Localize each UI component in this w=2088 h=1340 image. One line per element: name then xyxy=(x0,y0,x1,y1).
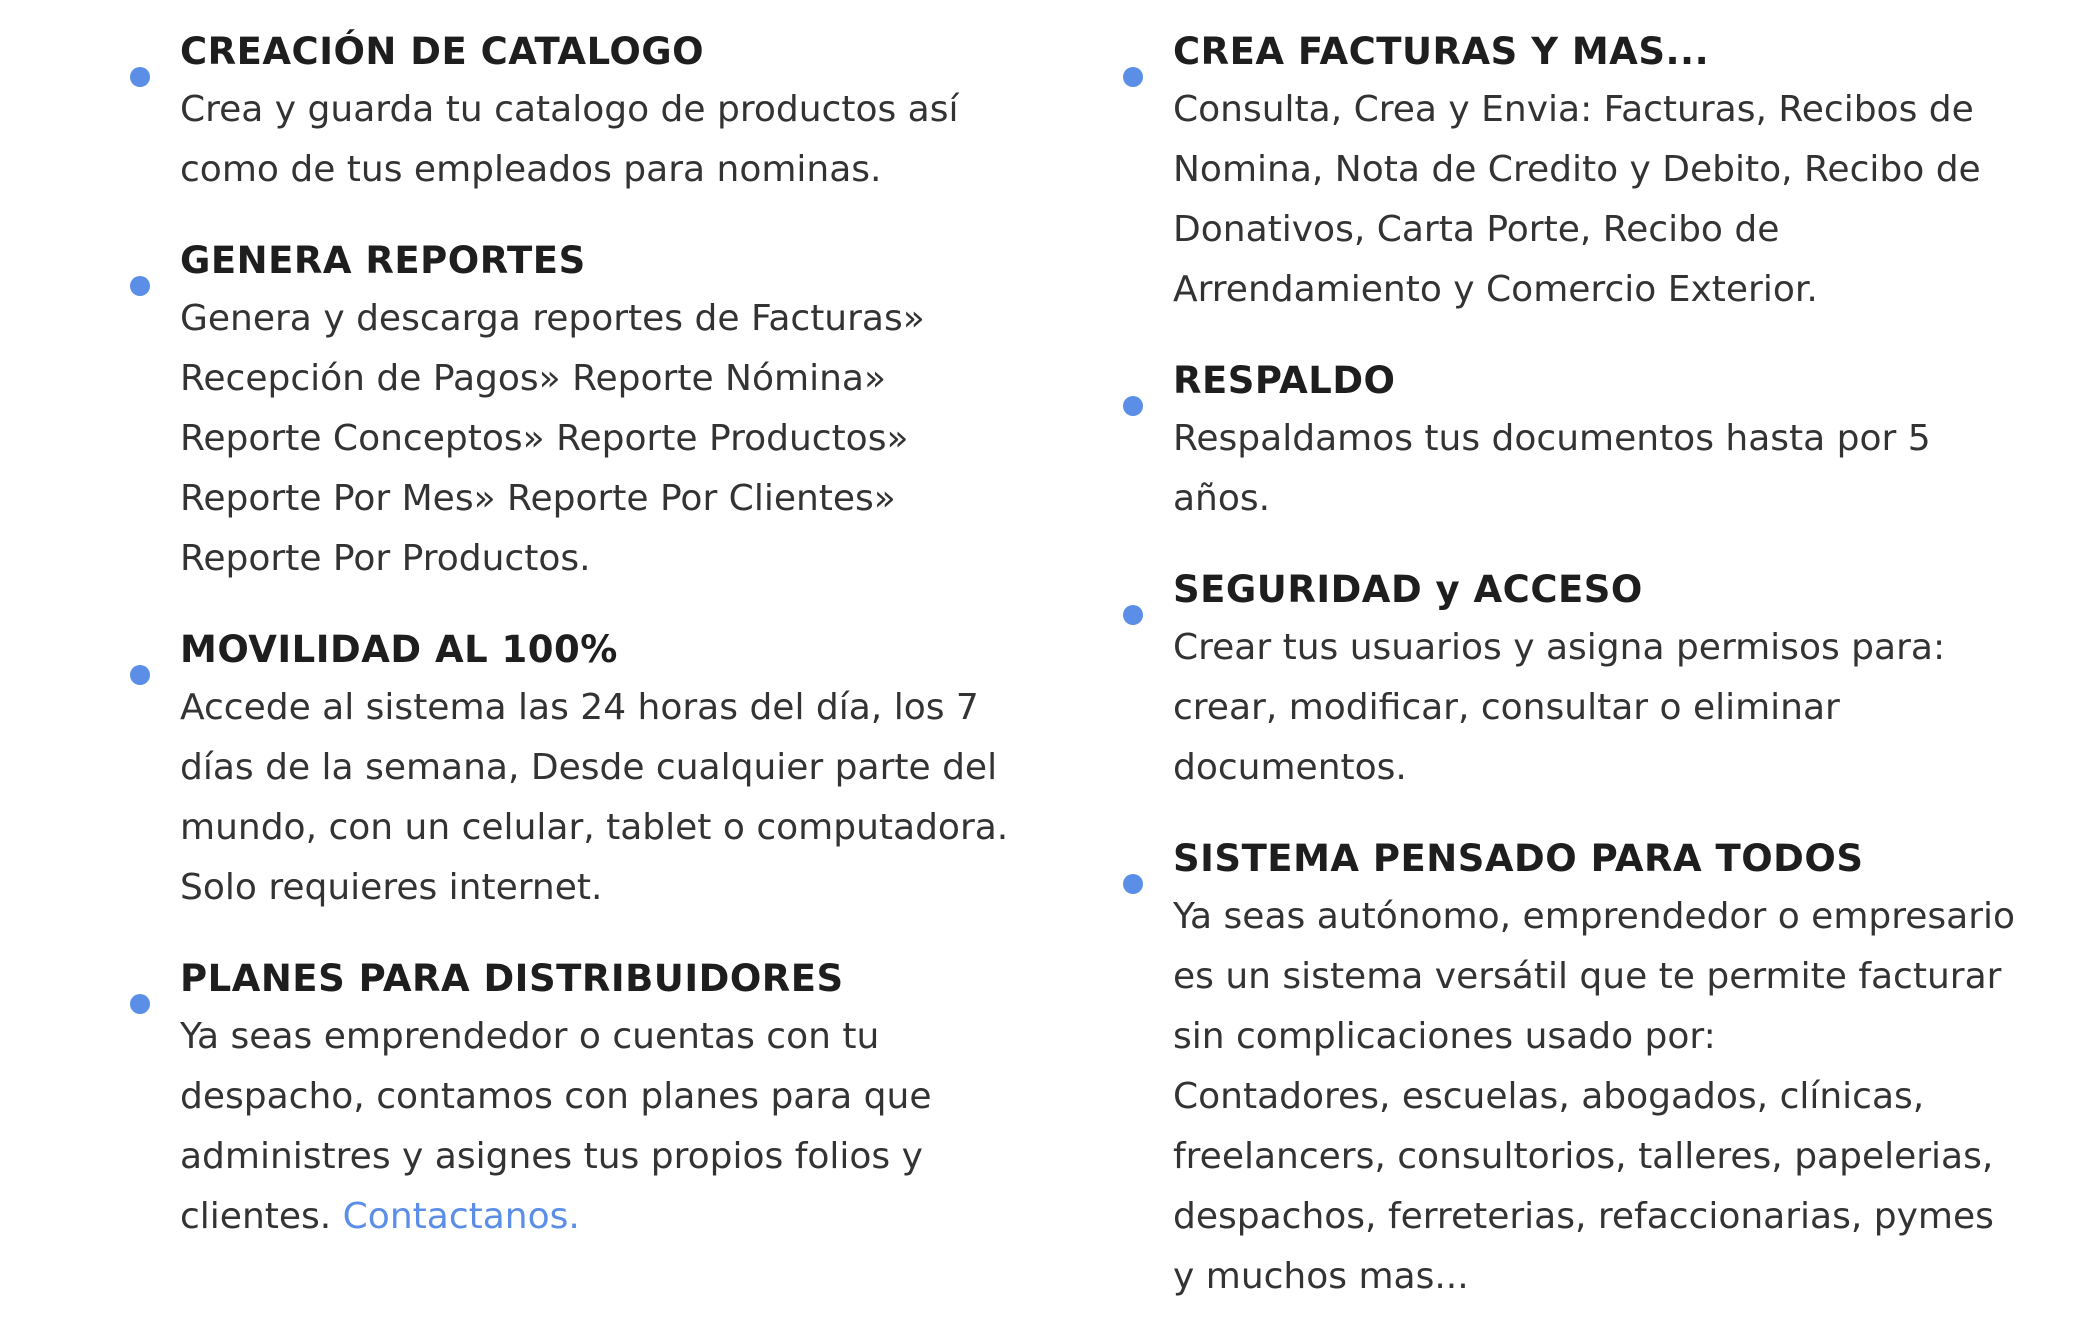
feature-description-line-last xyxy=(180,1187,1020,1247)
feature-item-facturas xyxy=(1173,24,2035,320)
feature-title: SISTEMA PENSADO PARA TODOS xyxy=(1173,837,1864,880)
feature-title: CREA FACTURAS Y MAS... xyxy=(1173,30,1710,73)
bullet-dot-icon xyxy=(130,67,150,87)
feature-description-line: crear, modificar, consultar o eliminar xyxy=(1173,687,1840,728)
feature-description-line: mundo, con un celular, tablet o computadora. xyxy=(180,807,1009,848)
contact-link[interactable]: Contactanos. xyxy=(342,1196,580,1237)
feature-description-line: Ya seas autónomo, emprendedor o empresario xyxy=(1173,896,2016,937)
feature-description-line: Arrendamiento y Comercio Exterior. xyxy=(1173,269,1818,310)
feature-title: SEGURIDAD y ACCESO xyxy=(1173,568,1643,611)
feature-description-line: Crea y guarda tu catalogo de productos así xyxy=(180,89,959,130)
feature-description-line: despacho, contamos con planes para que xyxy=(180,1076,932,1117)
feature-description-line: y muchos mas... xyxy=(1173,1256,1469,1297)
feature-item-movilidad xyxy=(180,622,1020,918)
feature-description-line: días de la semana, Desde cualquier parte del xyxy=(180,747,998,788)
feature-description xyxy=(180,80,1020,200)
bullet-dot-icon xyxy=(1123,874,1143,894)
feature-description-line: freelancers, consultorios, talleres, papelerias, xyxy=(1173,1136,1994,1177)
feature-description xyxy=(180,289,1020,589)
feature-description-line: Genera y descarga reportes de Facturas» xyxy=(180,298,925,339)
feature-description-line: Solo requieres internet. xyxy=(180,867,603,908)
bullet-dot-icon xyxy=(130,665,150,685)
feature-title: MOVILIDAD AL 100% xyxy=(180,628,618,671)
feature-description-line: Donativos, Carta Porte, Recibo de xyxy=(1173,209,1780,250)
feature-description xyxy=(1173,409,2035,529)
bullet-dot-icon xyxy=(1123,67,1143,87)
feature-description xyxy=(1173,80,2035,320)
bullet-dot-icon xyxy=(1123,605,1143,625)
feature-description xyxy=(1173,618,2035,798)
feature-item-seguridad xyxy=(1173,562,2035,798)
feature-description-line: años. xyxy=(1173,478,1271,519)
feature-description-line: Consulta, Crea y Envia: Facturas, Recibos de xyxy=(1173,89,1974,130)
feature-description-line: sin complicaciones usado por: xyxy=(1173,1016,1716,1057)
feature-description-line: Recepción de Pagos» Reporte Nómina» xyxy=(180,358,886,399)
feature-description-line: Reporte Por Productos. xyxy=(180,538,591,579)
feature-description-line: documentos. xyxy=(1173,747,1407,788)
feature-description-line: Reporte Por Mes» Reporte Por Clientes» xyxy=(180,478,896,519)
feature-title: GENERA REPORTES xyxy=(180,239,586,282)
feature-title: PLANES PARA DISTRIBUIDORES xyxy=(180,957,844,1000)
feature-item-respaldo xyxy=(1173,353,2035,529)
feature-item-distribuidores xyxy=(180,951,1020,1247)
feature-description xyxy=(1173,887,2035,1307)
feature-description-line: Ya seas emprendedor o cuentas con tu xyxy=(180,1016,880,1057)
features-column-left xyxy=(180,24,1020,1280)
feature-item-sistema xyxy=(1173,831,2035,1307)
feature-description-line: Nomina, Nota de Credito y Debito, Recibo de xyxy=(1173,149,1981,190)
feature-description-line: Contadores, escuelas, abogados, clínicas, xyxy=(1173,1076,1925,1117)
feature-item-reportes xyxy=(180,233,1020,589)
bullet-dot-icon xyxy=(130,276,150,296)
feature-description-line: Accede al sistema las 24 horas del día, los 7 xyxy=(180,687,979,728)
feature-item-catalogo xyxy=(180,24,1020,200)
feature-description-line: es un sistema versátil que te permite facturar xyxy=(1173,956,2002,997)
feature-description-line: Crear tus usuarios y asigna permisos para: xyxy=(1173,627,1946,668)
feature-description-line: Respaldamos tus documentos hasta por 5 xyxy=(1173,418,1931,459)
bullet-dot-icon xyxy=(130,994,150,1014)
features-column-right xyxy=(1173,24,2035,1340)
feature-title: RESPALDO xyxy=(1173,359,1396,402)
feature-description-line: Reporte Conceptos» Reporte Productos» xyxy=(180,418,909,459)
feature-title: CREACIÓN DE CATALOGO xyxy=(180,30,705,73)
feature-description-line: despachos, ferreterias, refaccionarias, pymes xyxy=(1173,1196,1994,1237)
feature-description-text: clientes. xyxy=(180,1196,343,1237)
feature-description-line: administres y asignes tus propios folios y xyxy=(180,1136,923,1177)
feature-description-line: como de tus empleados para nominas. xyxy=(180,149,882,190)
bullet-dot-icon xyxy=(1123,396,1143,416)
feature-description xyxy=(180,678,1020,918)
feature-description xyxy=(180,1007,1020,1247)
